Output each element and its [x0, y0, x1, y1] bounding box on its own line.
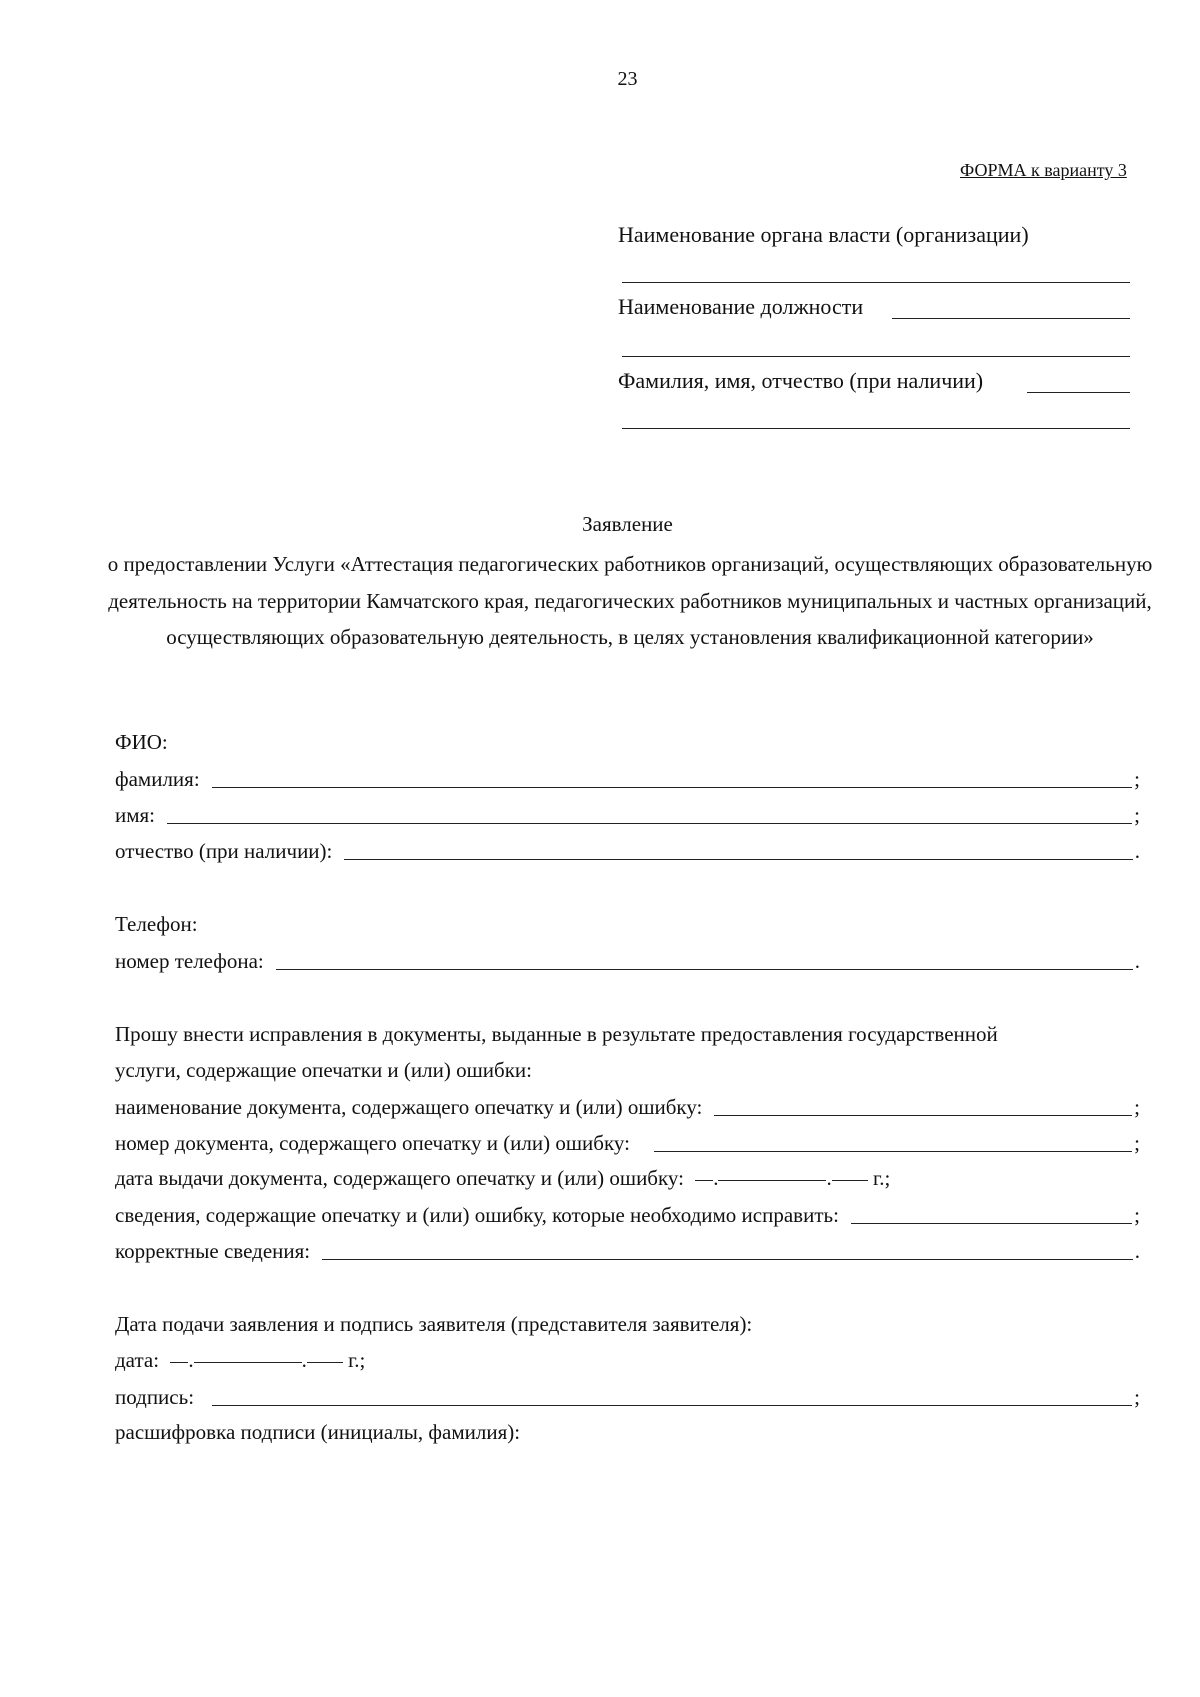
doc-name-end: ; — [1134, 1095, 1140, 1119]
phone-field[interactable] — [276, 969, 1133, 970]
info-end: ; — [1134, 1203, 1140, 1227]
phone-row — [115, 948, 1140, 974]
surname-end: ; — [1134, 767, 1140, 791]
doc-number-row — [115, 1130, 1140, 1156]
surname-label: фамилия: — [115, 767, 200, 791]
name-field[interactable] — [1027, 392, 1130, 393]
sign-field[interactable] — [212, 1405, 1132, 1406]
page-number: 23 — [617, 68, 638, 90]
doc-name-row — [115, 1094, 1140, 1120]
position-field-line2[interactable] — [622, 356, 1130, 357]
patronymic-row — [115, 838, 1140, 864]
name-label: Фамилия, имя, отчество (при наличии) — [618, 368, 984, 393]
fio-heading: ФИО: — [115, 730, 168, 754]
doc-date-dot-1: . — [713, 1166, 719, 1190]
form-label: ФОРМА к варианту 3 — [960, 160, 1127, 180]
doc-date-row — [115, 1166, 890, 1191]
correct-end: . — [1134, 1239, 1140, 1263]
first-name-row — [115, 802, 1140, 828]
document-subtitle: о предоставлении Услуги «Аттестация педагогических работников организаций, осуществляющих образовательную деятельность на территории Камчатского края, педагогических работников муниципальных и частных организаций, осуществляющих образовательную деятельность, в целях установления квалификационной категории» — [107, 552, 1153, 649]
doc-date-label: дата выдачи документа, содержащего опечатку и (или) ошибку: — [115, 1166, 684, 1190]
request-line-2: услуги, содержащие опечатки и (или) ошибки: — [115, 1058, 532, 1082]
surname-field[interactable] — [212, 787, 1132, 788]
doc-date-month[interactable] — [718, 1180, 826, 1181]
submit-date-row — [115, 1348, 365, 1373]
position-field[interactable] — [892, 318, 1130, 319]
doc-number-field[interactable] — [654, 1151, 1132, 1152]
transcript-label: расшифровка подписи (инициалы, фамилия): — [115, 1420, 521, 1444]
patronymic-field[interactable] — [344, 859, 1132, 860]
info-row — [115, 1202, 1140, 1228]
doc-date-day[interactable] — [695, 1180, 713, 1181]
doc-date-dot-2: . — [826, 1166, 832, 1190]
surname-row — [115, 766, 1140, 792]
sign-row — [115, 1384, 1140, 1410]
phone-heading: Телефон: — [115, 912, 198, 936]
first-name-label: имя: — [115, 803, 156, 827]
authority-label: Наименование органа власти (организации) — [618, 222, 1029, 247]
patronymic-end: . — [1134, 839, 1140, 863]
doc-number-end: ; — [1134, 1131, 1140, 1155]
submit-date-label: дата: — [115, 1348, 160, 1372]
correct-label: корректные сведения: — [115, 1239, 311, 1263]
doc-date-suffix: г.; — [872, 1166, 891, 1190]
name-field-line2[interactable] — [622, 428, 1130, 429]
document-title: Заявление — [582, 512, 673, 536]
submit-date-dot-2: . — [301, 1348, 307, 1372]
submit-date-suffix: г.; — [348, 1348, 366, 1372]
position-label: Наименование должности — [618, 294, 864, 319]
phone-end: . — [1134, 949, 1140, 973]
correct-row — [115, 1238, 1140, 1264]
sign-label: подпись: — [115, 1385, 195, 1409]
correct-field[interactable] — [322, 1259, 1133, 1260]
doc-name-field[interactable] — [714, 1115, 1132, 1116]
authority-field[interactable] — [622, 282, 1130, 283]
doc-number-label: номер документа, содержащего опечатку и (или) ошибку: — [115, 1131, 630, 1155]
sign-end: ; — [1134, 1385, 1140, 1409]
signature-heading: Дата подачи заявления и подпись заявителя (представителя заявителя): — [115, 1312, 753, 1336]
first-name-field[interactable] — [167, 823, 1132, 824]
submit-date-year[interactable] — [307, 1362, 343, 1363]
info-label: сведения, содержащие опечатку и (или) ошибку, которые необходимо исправить: — [115, 1203, 839, 1227]
phone-label: номер телефона: — [115, 949, 264, 973]
doc-name-label: наименование документа, содержащего опечатку и (или) ошибку: — [115, 1095, 703, 1119]
first-name-end: ; — [1134, 803, 1140, 827]
submit-date-month[interactable] — [194, 1362, 302, 1363]
request-line-1: Прошу внести исправления в документы, выданные в результате предоставления государственной — [115, 1022, 998, 1046]
patronymic-label: отчество (при наличии): — [115, 839, 333, 863]
submit-date-dot-1: . — [188, 1348, 194, 1372]
doc-date-year[interactable] — [832, 1180, 868, 1181]
submit-date-day[interactable] — [170, 1362, 188, 1363]
info-field[interactable] — [851, 1223, 1132, 1224]
